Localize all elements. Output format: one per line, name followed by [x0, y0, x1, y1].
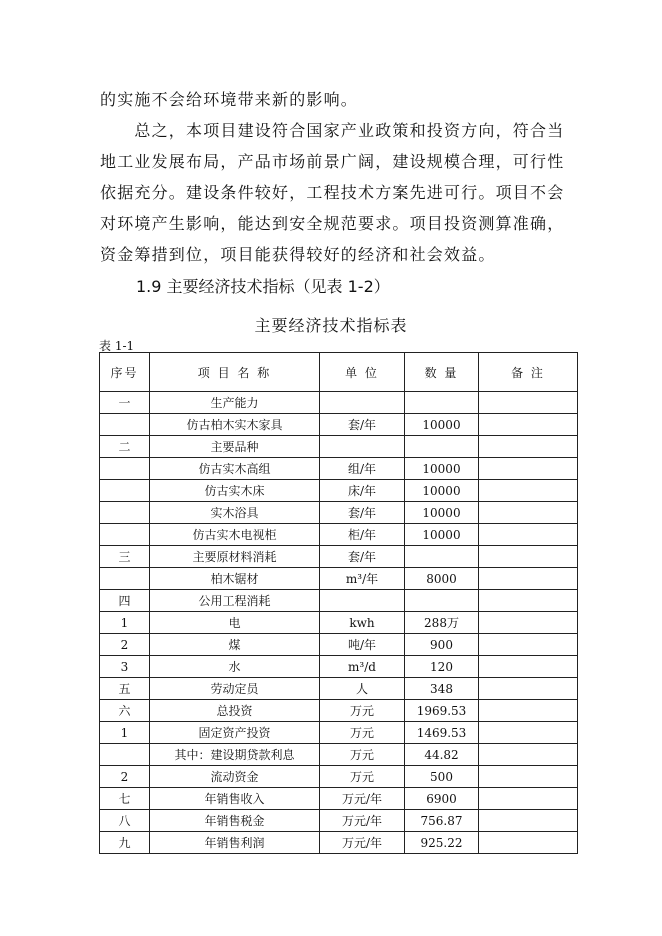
cell-qty	[405, 590, 479, 612]
header-note: 备 注	[479, 353, 578, 392]
cell-no: 七	[100, 788, 150, 810]
table-row	[100, 744, 578, 766]
cell-name: 主要品种	[150, 436, 320, 458]
cell-no: 五	[100, 678, 150, 700]
cell-note	[479, 656, 578, 678]
cell-qty: 10000	[405, 414, 479, 436]
cell-qty: 10000	[405, 502, 479, 524]
cell-note	[479, 788, 578, 810]
paragraph-line: 的实施不会给环境带来新的影响。	[100, 90, 359, 109]
table-row	[100, 458, 578, 480]
cell-qty	[405, 546, 479, 568]
cell-name: 仿古柏木实木家具	[150, 414, 320, 436]
header-qty: 数 量	[405, 353, 479, 392]
cell-qty: 1469.53	[405, 722, 479, 744]
cell-no: 1	[100, 612, 150, 634]
table-label: 表 1-1	[99, 339, 135, 353]
cell-unit: 套/年	[320, 546, 405, 568]
cell-unit: m³/d	[320, 656, 405, 678]
paragraph-line: 总之，本项目建设符合国家产业政策和投资方向，符合当	[100, 121, 565, 140]
cell-unit: 组/年	[320, 458, 405, 480]
table-row	[100, 700, 578, 722]
cell-no	[100, 502, 150, 524]
cell-name: 总投资	[150, 700, 320, 722]
cell-qty: 288万	[405, 612, 479, 634]
table-row	[100, 436, 578, 458]
table-row	[100, 480, 578, 502]
cell-name: 其中：建设期贷款利息	[150, 744, 320, 766]
table-row	[100, 722, 578, 744]
cell-name: 流动资金	[150, 766, 320, 788]
cell-no: 三	[100, 546, 150, 568]
cell-qty: 500	[405, 766, 479, 788]
cell-note	[479, 744, 578, 766]
cell-name: 煤	[150, 634, 320, 656]
cell-no	[100, 480, 150, 502]
table-row	[100, 568, 578, 590]
cell-name: 主要原材料消耗	[150, 546, 320, 568]
table-row	[100, 788, 578, 810]
cell-name: 电	[150, 612, 320, 634]
cell-qty: 6900	[405, 788, 479, 810]
paragraph-line: 依据充分。建设条件较好，工程技术方案先进可行。项目不会	[100, 183, 565, 202]
cell-unit: 套/年	[320, 502, 405, 524]
header-name: 项 目 名 称	[150, 353, 320, 392]
cell-unit: 万元/年	[320, 832, 405, 854]
cell-name: 水	[150, 656, 320, 678]
cell-note	[479, 766, 578, 788]
table-row	[100, 810, 578, 832]
cell-qty: 900	[405, 634, 479, 656]
cell-name: 生产能力	[150, 392, 320, 414]
paragraph-line: 地工业发展布局，产品市场前景广阔，建设规模合理，可行性	[100, 152, 565, 171]
cell-qty: 120	[405, 656, 479, 678]
table-row	[100, 612, 578, 634]
cell-name: 公用工程消耗	[150, 590, 320, 612]
cell-note	[479, 722, 578, 744]
cell-note	[479, 832, 578, 854]
cell-unit	[320, 436, 405, 458]
cell-note	[479, 524, 578, 546]
cell-unit: 万元	[320, 744, 405, 766]
cell-no	[100, 414, 150, 436]
cell-name: 年销售收入	[150, 788, 320, 810]
cell-no: 1	[100, 722, 150, 744]
cell-qty: 10000	[405, 480, 479, 502]
cell-no: 一	[100, 392, 150, 414]
cell-unit: 套/年	[320, 414, 405, 436]
cell-note	[479, 414, 578, 436]
cell-unit: kwh	[320, 612, 405, 634]
table-row	[100, 590, 578, 612]
cell-name: 柏木锯材	[150, 568, 320, 590]
cell-qty: 348	[405, 678, 479, 700]
cell-qty	[405, 392, 479, 414]
table-row	[100, 678, 578, 700]
cell-name: 劳动定员	[150, 678, 320, 700]
cell-unit: 万元	[320, 700, 405, 722]
table-title: 主要经济技术指标表	[254, 316, 408, 335]
table-row	[100, 766, 578, 788]
cell-note	[479, 590, 578, 612]
table-row	[100, 392, 578, 414]
cell-note	[479, 678, 578, 700]
table-row	[100, 634, 578, 656]
header-no: 序号	[100, 353, 150, 392]
cell-no: 2	[100, 634, 150, 656]
cell-name: 固定资产投资	[150, 722, 320, 744]
cell-note	[479, 810, 578, 832]
cell-note	[479, 392, 578, 414]
cell-no: 六	[100, 700, 150, 722]
cell-no: 九	[100, 832, 150, 854]
cell-unit: 万元	[320, 766, 405, 788]
cell-unit: 吨/年	[320, 634, 405, 656]
cell-unit: 柜/年	[320, 524, 405, 546]
cell-name: 年销售利润	[150, 832, 320, 854]
cell-name: 实木浴具	[150, 502, 320, 524]
cell-qty: 10000	[405, 524, 479, 546]
cell-name: 仿古实木床	[150, 480, 320, 502]
cell-name: 年销售税金	[150, 810, 320, 832]
header-unit: 单 位	[320, 353, 405, 392]
table-row	[100, 656, 578, 678]
cell-note	[479, 502, 578, 524]
cell-no	[100, 744, 150, 766]
cell-unit	[320, 392, 405, 414]
cell-no	[100, 568, 150, 590]
cell-note	[479, 480, 578, 502]
cell-qty: 10000	[405, 458, 479, 480]
cell-note	[479, 612, 578, 634]
cell-note	[479, 458, 578, 480]
table-body	[100, 392, 578, 854]
cell-no: 3	[100, 656, 150, 678]
cell-unit: 万元/年	[320, 788, 405, 810]
cell-unit: m³/年	[320, 568, 405, 590]
cell-note	[479, 546, 578, 568]
cell-note	[479, 436, 578, 458]
paragraph-line: 资金筹措到位，项目能获得较好的经济和社会效益。	[100, 245, 496, 264]
table-row	[100, 414, 578, 436]
cell-unit: 万元/年	[320, 810, 405, 832]
cell-no: 二	[100, 436, 150, 458]
cell-unit: 人	[320, 678, 405, 700]
cell-no: 八	[100, 810, 150, 832]
table-row	[100, 524, 578, 546]
cell-unit	[320, 590, 405, 612]
cell-qty: 756.87	[405, 810, 479, 832]
cell-qty	[405, 436, 479, 458]
cell-qty: 8000	[405, 568, 479, 590]
cell-no: 2	[100, 766, 150, 788]
cell-note	[479, 634, 578, 656]
cell-name: 仿古实木电视柜	[150, 524, 320, 546]
cell-qty: 925.22	[405, 832, 479, 854]
cell-unit: 床/年	[320, 480, 405, 502]
cell-note	[479, 700, 578, 722]
cell-unit: 万元	[320, 722, 405, 744]
table-header-row	[100, 353, 578, 392]
cell-note	[479, 568, 578, 590]
cell-no	[100, 524, 150, 546]
table-row	[100, 502, 578, 524]
cell-qty: 1969.53	[405, 700, 479, 722]
paragraph-line: 对环境产生影响，能达到安全规范要求。项目投资测算准确，	[100, 214, 565, 233]
table-row	[100, 832, 578, 854]
cell-no: 四	[100, 590, 150, 612]
cell-name: 仿古实木高组	[150, 458, 320, 480]
cell-no	[100, 458, 150, 480]
section-heading: 1.9 主要经济技术指标（见表 1-2）	[136, 277, 390, 296]
table-row	[100, 546, 578, 568]
cell-qty: 44.82	[405, 744, 479, 766]
indicators-table	[99, 352, 578, 854]
